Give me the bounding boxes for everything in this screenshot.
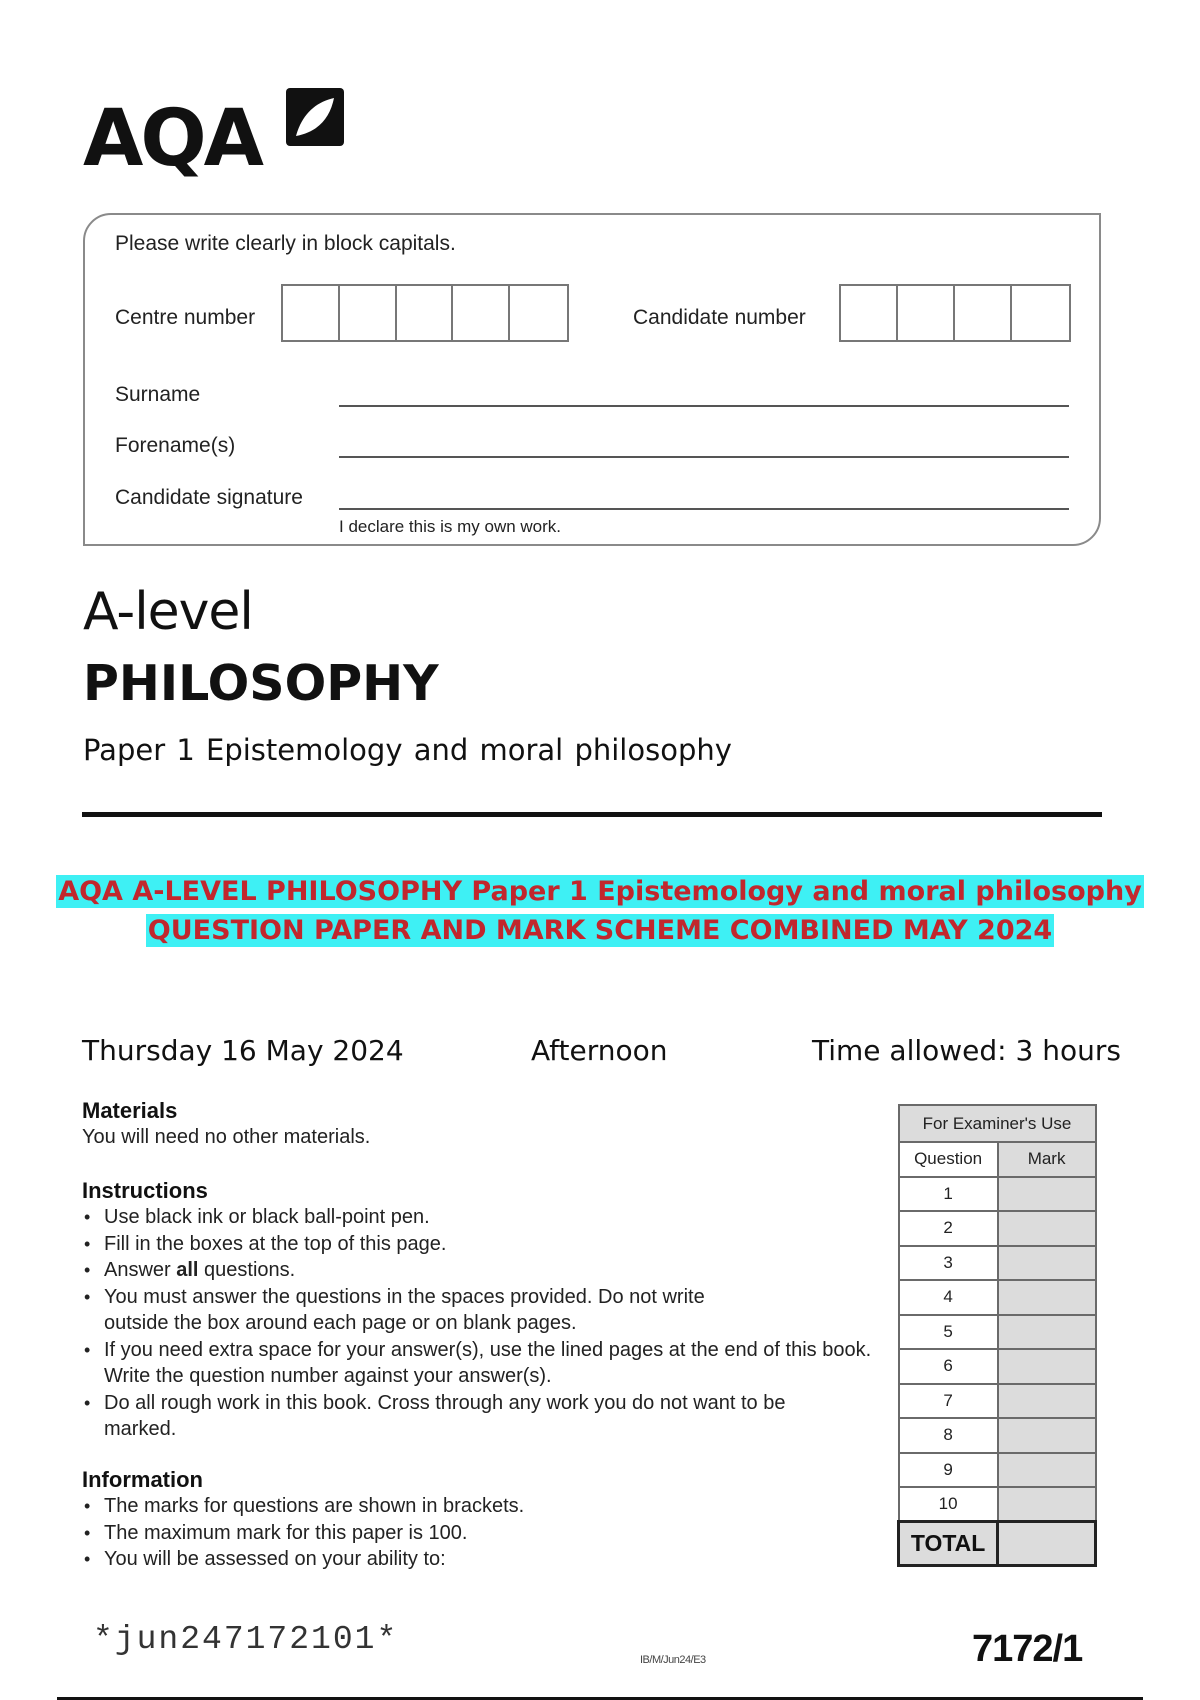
table-row bbox=[899, 1487, 1096, 1522]
candidate-number-label: Candidate number bbox=[633, 306, 806, 329]
qualification-level: A-level bbox=[83, 582, 253, 642]
candidate-number-digit[interactable] bbox=[1012, 286, 1069, 340]
mark-cell[interactable] bbox=[998, 1418, 1096, 1453]
candidate-number-digit[interactable] bbox=[898, 286, 955, 340]
instructions-list bbox=[82, 1204, 882, 1443]
instruction-emphasis: all bbox=[176, 1259, 199, 1281]
total-mark-cell[interactable] bbox=[998, 1522, 1096, 1566]
centre-number-digit[interactable] bbox=[397, 286, 454, 340]
information-item: • The maximum mark for this paper is 100. bbox=[82, 1520, 882, 1547]
candidate-number-digit[interactable] bbox=[841, 286, 898, 340]
centre-number-digit[interactable] bbox=[283, 286, 340, 340]
question-number: 8 bbox=[899, 1418, 998, 1453]
instruction-item: • Do all rough work in this book. Cross through any work you do not want to be marked. bbox=[82, 1390, 802, 1443]
materials-text: You will need no other materials. bbox=[82, 1126, 371, 1148]
time-allowed: Time allowed: 3 hours bbox=[812, 1034, 1121, 1067]
barcode-text: *jun247172101* bbox=[93, 1621, 399, 1658]
total-row bbox=[899, 1522, 1096, 1566]
question-number: 3 bbox=[899, 1246, 998, 1281]
examiner-table-title: For Examiner's Use bbox=[899, 1105, 1096, 1142]
instructions-heading: Instructions bbox=[82, 1178, 208, 1203]
document-reference: IB/M/Jun24/E3 bbox=[640, 1654, 706, 1666]
table-row bbox=[899, 1349, 1096, 1384]
mark-cell[interactable] bbox=[998, 1177, 1096, 1212]
information-heading: Information bbox=[82, 1467, 203, 1492]
aqa-leaf-mark-icon bbox=[286, 88, 344, 146]
mark-cell[interactable] bbox=[998, 1246, 1096, 1281]
forenames-field[interactable] bbox=[339, 456, 1069, 458]
table-row bbox=[899, 1211, 1096, 1246]
title-divider bbox=[82, 812, 1102, 817]
instructions-section bbox=[82, 1178, 882, 1443]
information-section bbox=[82, 1467, 882, 1573]
exam-session: Afternoon bbox=[531, 1034, 668, 1067]
question-number: 10 bbox=[899, 1487, 998, 1522]
subject-title: PHILOSOPHY bbox=[83, 655, 439, 712]
forenames-label: Forename(s) bbox=[115, 434, 236, 457]
aqa-logo bbox=[83, 88, 343, 183]
banner-line-1 bbox=[0, 872, 1200, 911]
table-row bbox=[899, 1177, 1096, 1212]
table-row bbox=[899, 1315, 1096, 1350]
block-capitals-instruction: Please write clearly in block capitals. bbox=[115, 232, 456, 255]
combined-paper-banner bbox=[0, 872, 1200, 950]
paper-code: 7172/1 bbox=[972, 1628, 1083, 1670]
mark-cell[interactable] bbox=[998, 1211, 1096, 1246]
paper-title: Paper 1 Epistemology and moral philosophy bbox=[83, 733, 732, 767]
instruction-text: Answer bbox=[104, 1259, 177, 1281]
mark-cell[interactable] bbox=[998, 1280, 1096, 1315]
logo-text: AQA bbox=[83, 94, 262, 184]
table-row bbox=[899, 1453, 1096, 1488]
question-number: 2 bbox=[899, 1211, 998, 1246]
examiner-use-table bbox=[897, 1104, 1097, 1567]
candidate-number-input[interactable] bbox=[839, 284, 1071, 342]
instruction-item: • Fill in the boxes at the top of this page. bbox=[82, 1231, 882, 1258]
banner-line-2-text: QUESTION PAPER AND MARK SCHEME COMBINED MAY 2024 bbox=[147, 915, 1053, 946]
table-row bbox=[899, 1280, 1096, 1315]
instruction-item: • You must answer the questions in the spaces provided. Do not write outside the box around each page or on blank pages. bbox=[82, 1284, 762, 1337]
candidate-details-box bbox=[83, 213, 1101, 546]
information-item: • The marks for questions are shown in brackets. bbox=[82, 1493, 882, 1520]
materials-section bbox=[82, 1098, 862, 1150]
table-row bbox=[899, 1418, 1096, 1453]
exam-date: Thursday 16 May 2024 bbox=[82, 1034, 404, 1067]
mark-cell[interactable] bbox=[998, 1315, 1096, 1350]
candidate-number-digit[interactable] bbox=[955, 286, 1012, 340]
information-item: • You will be assessed on your ability to: bbox=[82, 1546, 882, 1573]
table-row bbox=[899, 1246, 1096, 1281]
signature-field[interactable] bbox=[339, 508, 1069, 510]
question-number: 1 bbox=[899, 1177, 998, 1212]
question-number: 6 bbox=[899, 1349, 998, 1384]
banner-line-1-rest: Paper 1 Epistemology and moral philosophy bbox=[462, 876, 1142, 907]
surname-label: Surname bbox=[115, 383, 201, 406]
centre-number-digit[interactable] bbox=[453, 286, 510, 340]
question-number: 9 bbox=[899, 1453, 998, 1488]
banner-line-1-bold: AQA A-LEVEL PHILOSOPHY bbox=[58, 876, 463, 907]
table-row bbox=[899, 1384, 1096, 1419]
signature-label: Candidate signature bbox=[115, 486, 303, 509]
question-column-header: Question bbox=[899, 1142, 998, 1177]
information-list bbox=[82, 1493, 882, 1573]
surname-field[interactable] bbox=[339, 405, 1069, 407]
total-label: TOTAL bbox=[899, 1522, 998, 1566]
centre-number-input[interactable] bbox=[281, 284, 569, 342]
centre-number-digit[interactable] bbox=[510, 286, 567, 340]
question-number: 4 bbox=[899, 1280, 998, 1315]
instruction-item: • Use black ink or black ball-point pen. bbox=[82, 1204, 882, 1231]
question-number: 5 bbox=[899, 1315, 998, 1350]
banner-line-2 bbox=[0, 911, 1200, 950]
instruction-item bbox=[82, 1257, 882, 1284]
mark-cell[interactable] bbox=[998, 1349, 1096, 1384]
instruction-text: questions. bbox=[198, 1259, 296, 1281]
mark-cell[interactable] bbox=[998, 1453, 1096, 1488]
mark-cell[interactable] bbox=[998, 1384, 1096, 1419]
centre-number-digit[interactable] bbox=[340, 286, 397, 340]
mark-cell[interactable] bbox=[998, 1487, 1096, 1522]
declaration-text: I declare this is my own work. bbox=[339, 517, 562, 536]
mark-column-header: Mark bbox=[998, 1142, 1096, 1177]
centre-number-label: Centre number bbox=[115, 306, 256, 329]
materials-heading: Materials bbox=[82, 1098, 178, 1123]
question-number: 7 bbox=[899, 1384, 998, 1419]
instruction-item: • If you need extra space for your answer(s), use the lined pages at the end of this book. Write the question number against your answer(s). bbox=[82, 1337, 872, 1390]
